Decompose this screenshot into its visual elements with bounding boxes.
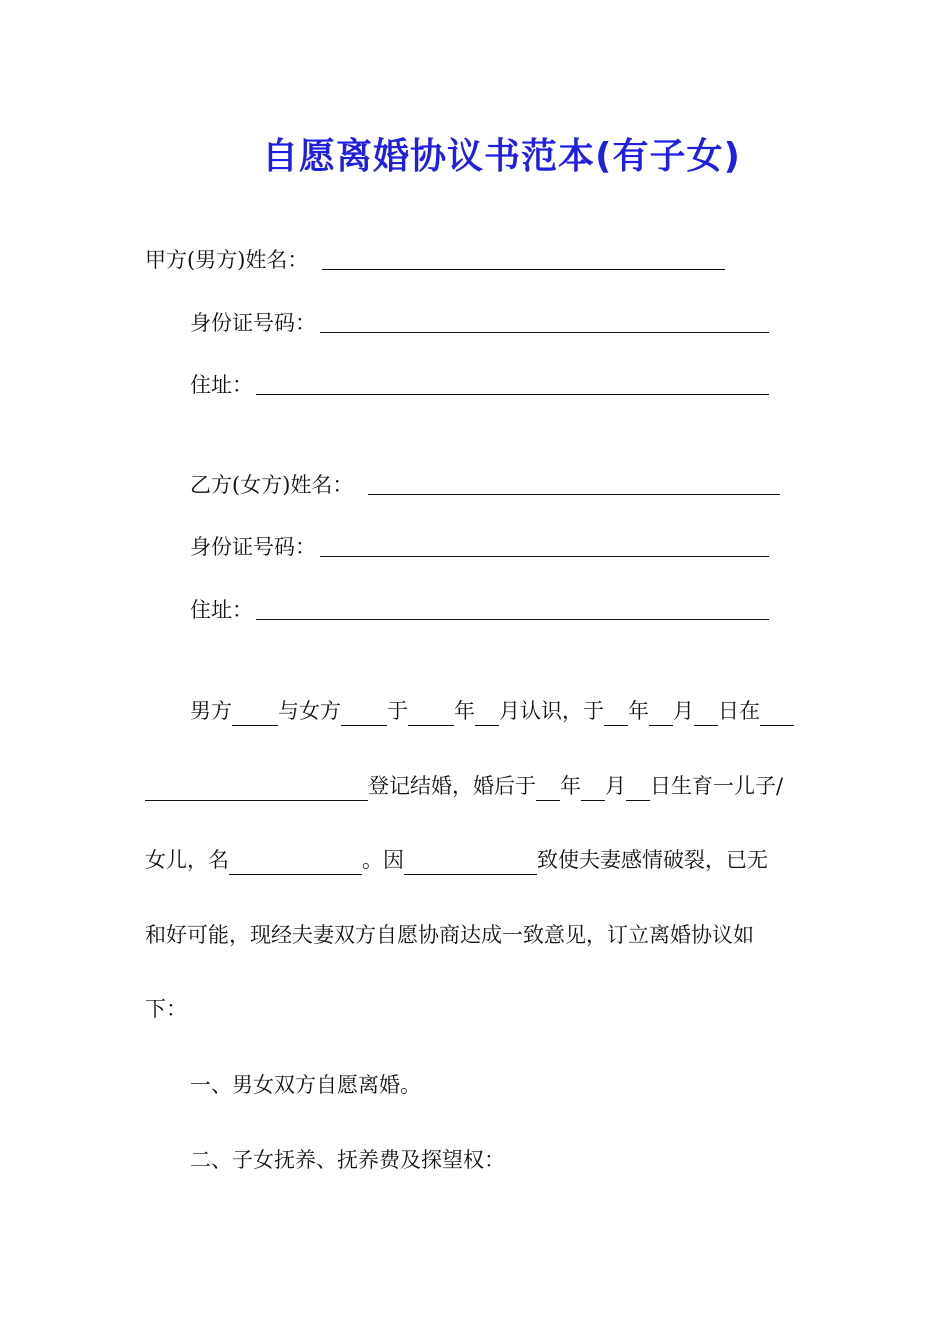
child-name-blank[interactable]	[229, 852, 362, 875]
clause-2: 二、子女抚养、抚养费及探望权：	[190, 1148, 505, 1172]
party-b-address-field[interactable]	[256, 619, 769, 620]
intro-text: 月认识，于	[499, 699, 604, 723]
party-b-address-label: 住址：	[190, 598, 253, 622]
met-month-blank[interactable]	[475, 703, 499, 726]
registration-place-blank[interactable]	[760, 703, 794, 726]
party-b-name-label: 乙方(女方)姓名：	[190, 473, 354, 497]
intro-text: 年	[560, 774, 581, 798]
met-year-blank[interactable]	[408, 703, 454, 726]
party-a-address-field[interactable]	[256, 394, 769, 395]
party-a-name-field[interactable]	[322, 269, 725, 270]
party-b-id-label: 身份证号码：	[190, 535, 316, 559]
intro-line-3	[145, 845, 768, 875]
intro-text: 男方	[190, 699, 232, 723]
intro-text: 与女方	[278, 699, 341, 723]
intro-line-5: 下：	[145, 997, 187, 1021]
intro-text: 女儿，名	[145, 848, 229, 872]
birth-year-blank[interactable]	[536, 778, 560, 801]
party-a-id-label: 身份证号码：	[190, 311, 316, 335]
intro-text: 登记结婚，婚后于	[368, 774, 536, 798]
man-name-blank[interactable]	[232, 703, 278, 726]
married-month-blank[interactable]	[649, 703, 673, 726]
party-b-id-field[interactable]	[320, 556, 769, 557]
party-a-address-label: 住址：	[190, 373, 253, 397]
intro-line-4: 和好可能，现经夫妻双方自愿协商达成一致意见，订立离婚协议如	[145, 923, 754, 947]
intro-text: 致使夫妻感情破裂，已无	[537, 848, 768, 872]
married-day-blank[interactable]	[694, 703, 718, 726]
birth-day-blank[interactable]	[626, 778, 650, 801]
party-b-name-field[interactable]	[368, 494, 780, 495]
party-a-id-field[interactable]	[320, 332, 769, 333]
intro-text: 月	[605, 774, 626, 798]
birth-month-blank[interactable]	[581, 778, 605, 801]
intro-text: 月	[673, 699, 694, 723]
intro-text: 于	[387, 699, 408, 723]
clause-1: 一、男女双方自愿离婚。	[190, 1073, 421, 1097]
married-year-blank[interactable]	[604, 703, 628, 726]
document-title: 自愿离婚协议书范本(有子女)	[262, 136, 741, 177]
intro-line-1	[190, 696, 794, 726]
intro-text: 年	[628, 699, 649, 723]
party-a-name-label: 甲方(男方)姓名：	[145, 248, 309, 272]
intro-text: 年	[454, 699, 475, 723]
intro-line-2	[145, 771, 783, 801]
intro-text: 日在	[718, 699, 760, 723]
intro-text: 。因	[362, 848, 404, 872]
registration-place-blank-cont[interactable]	[145, 778, 368, 801]
woman-name-blank[interactable]	[341, 703, 387, 726]
reason-blank[interactable]	[404, 852, 537, 875]
intro-text: 日生育一儿子/	[650, 774, 784, 798]
